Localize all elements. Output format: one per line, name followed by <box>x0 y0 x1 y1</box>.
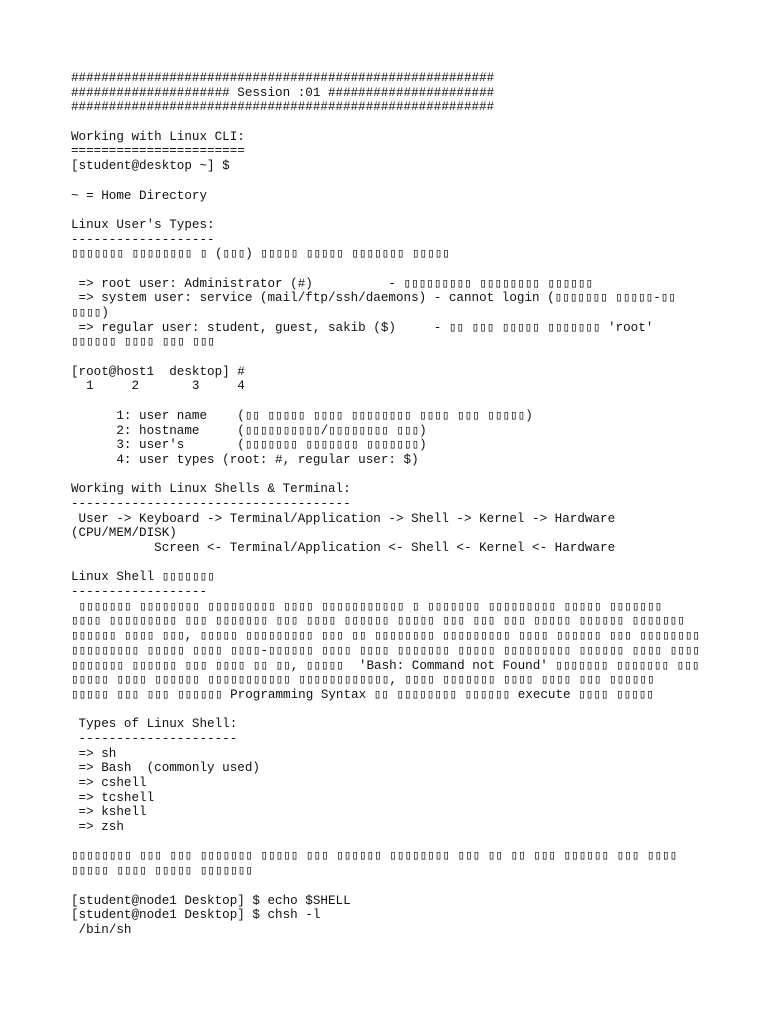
text-line: 4: user types (root: #, regular user: $) <box>71 452 419 467</box>
text-line: ▯▯▯▯▯ ▯▯▯▯ ▯▯▯▯▯▯ ▯▯▯▯▯▯▯▯▯▯▯ ▯▯▯▯▯▯▯▯▯▯▯▯, ▯▯▯▯ ▯▯▯▯▯▯▯ ▯▯▯▯ ▯▯▯▯ ▯▯▯ ▯▯▯▯▯▯ <box>71 673 655 688</box>
blank-line <box>71 394 701 409</box>
text-line: => tcshell <box>71 790 155 805</box>
text-line: Working with Linux Shells & Terminal: <box>71 482 351 497</box>
text-line: (CPU/MEM/DISK) <box>71 526 177 541</box>
blank-line <box>71 115 701 130</box>
blank-line <box>71 203 701 218</box>
text-line: ▯▯▯▯▯ ▯▯▯▯ ▯▯▯▯▯ ▯▯▯▯▯▯▯ <box>71 864 253 879</box>
blank-line <box>71 174 701 189</box>
text-line: => regular user: student, guest, sakib ($) - ▯▯ ▯▯▯ ▯▯▯▯▯ ▯▯▯▯▯▯▯ 'root' <box>71 320 654 335</box>
document-body <box>71 71 701 938</box>
text-line: ▯▯▯▯ ▯▯▯▯▯▯▯▯▯ ▯▯▯ ▯▯▯▯▯▯▯ ▯▯▯ ▯▯▯▯ ▯▯▯▯▯▯ ▯▯▯▯▯ ▯▯▯ ▯▯▯ ▯▯▯ ▯▯▯▯▯ ▯▯▯▯▯▯ ▯▯▯▯▯▯▯ <box>71 614 685 629</box>
text-line: => sh <box>71 746 117 761</box>
text-line: Linux User's Types: <box>71 217 215 232</box>
text-line: ▯▯▯▯▯▯▯ ▯▯▯▯▯▯▯▯ ▯ (▯▯▯) ▯▯▯▯▯ ▯▯▯▯▯ ▯▯▯▯▯▯▯ ▯▯▯▯▯ <box>71 247 450 262</box>
blank-line <box>71 350 701 365</box>
text-line: Screen <- Terminal/Application <- Shell <- Kernel <- Hardware <box>71 541 616 555</box>
text-line: ------------------------------------- <box>71 496 351 511</box>
text-line: ------------------- <box>71 232 215 247</box>
text-line: ▯▯▯▯▯▯ ▯▯▯▯ ▯▯▯ ▯▯▯ <box>71 335 215 350</box>
text-line: [student@desktop ~] $ <box>71 159 230 174</box>
blank-line <box>71 468 701 483</box>
text-line: ▯▯▯▯▯▯ ▯▯▯▯ ▯▯▯, ▯▯▯▯▯ ▯▯▯▯▯▯▯▯▯ ▯▯▯ ▯▯ ▯▯▯▯▯▯▯▯ ▯▯▯▯▯▯▯▯▯ ▯▯▯▯ ▯▯▯▯▯▯ ▯▯▯ ▯▯▯▯▯▯▯▯ <box>71 629 700 644</box>
text-line: 2: hostname (▯▯▯▯▯▯▯▯▯▯/▯▯▯▯▯▯▯▯ ▯▯▯) <box>71 423 427 438</box>
text-line: => root user: Administrator (#) - ▯▯▯▯▯▯▯▯▯ ▯▯▯▯▯▯▯▯ ▯▯▯▯▯▯ <box>71 276 594 291</box>
text-line: ~ = Home Directory <box>71 188 208 203</box>
text-line: User -> Keyboard -> Terminal/Application -> Shell -> Kernel -> Hardware <box>71 511 616 526</box>
text-line: ▯▯▯▯▯▯▯▯▯ ▯▯▯▯▯ ▯▯▯▯ ▯▯▯▯-▯▯▯▯▯▯ ▯▯▯▯ ▯▯▯▯ ▯▯▯▯▯▯▯ ▯▯▯▯▯ ▯▯▯▯▯▯▯▯▯ ▯▯▯▯▯▯ ▯▯▯▯ ▯▯▯▯ <box>71 643 701 658</box>
blank-line <box>71 262 701 277</box>
text-line: [student@node1 Desktop] $ chsh -l <box>71 908 321 923</box>
text-line: --------------------- <box>71 731 238 746</box>
blank-line <box>71 556 701 571</box>
text-line: 1 2 3 4 <box>71 379 245 394</box>
text-line: => system user: service (mail/ftp/ssh/daemons) - cannot login (▯▯▯▯▯▯▯ ▯▯▯▯▯-▯▯ <box>71 291 676 306</box>
text-line: 1: user name (▯▯ ▯▯▯▯▯ ▯▯▯▯ ▯▯▯▯▯▯▯▯ ▯▯▯▯ ▯▯▯ ▯▯▯▯▯) <box>71 408 533 423</box>
text-line: Types of Linux Shell: <box>71 717 238 732</box>
text-line: ##################### Session :01 ###################### <box>71 85 495 100</box>
text-line: /bin/sh <box>71 922 132 937</box>
blank-line <box>71 879 701 894</box>
text-line: => cshell <box>71 776 147 790</box>
text-line: ▯▯▯▯▯▯▯▯ ▯▯▯ ▯▯▯ ▯▯▯▯▯▯▯ ▯▯▯▯▯ ▯▯▯ ▯▯▯▯▯▯ ▯▯▯▯▯▯▯▯ ▯▯▯ ▯▯ ▯▯ ▯▯▯ ▯▯▯▯▯▯ ▯▯▯ ▯▯▯▯ <box>71 849 678 864</box>
text-line: ▯▯▯▯▯ ▯▯▯ ▯▯▯ ▯▯▯▯▯▯ Programming Syntax ▯▯ ▯▯▯▯▯▯▯▯ ▯▯▯▯▯▯ execute ▯▯▯▯ ▯▯▯▯▯ <box>71 687 654 702</box>
text-line: 3: user's (▯▯▯▯▯▯▯ ▯▯▯▯▯▯▯ ▯▯▯▯▯▯▯) <box>71 438 427 453</box>
blank-line <box>71 703 701 718</box>
text-line: ▯▯▯▯▯▯▯ ▯▯▯▯▯▯▯▯ ▯▯▯▯▯▯▯▯▯ ▯▯▯▯ ▯▯▯▯▯▯▯▯▯▯▯ ▯ ▯▯▯▯▯▯▯ ▯▯▯▯▯▯▯▯▯ ▯▯▯▯▯ ▯▯▯▯▯▯▯ <box>71 599 663 614</box>
text-line: ------------------ <box>71 585 208 600</box>
text-line: ▯▯▯▯▯▯▯ ▯▯▯▯▯▯ ▯▯▯ ▯▯▯▯ ▯▯ ▯▯, ▯▯▯▯▯ 'Bash: Command not Found' ▯▯▯▯▯▯▯ ▯▯▯▯▯▯▯ ▯▯▯ <box>71 658 700 673</box>
text-line: ======================= <box>71 144 245 159</box>
text-line: ######################################################## <box>71 71 495 85</box>
blank-line <box>71 835 701 850</box>
text-line: => kshell <box>71 805 147 820</box>
text-line: Working with Linux CLI: <box>71 129 245 144</box>
text-line: => zsh <box>71 820 124 835</box>
text-line: => Bash (commonly used) <box>71 761 260 776</box>
text-line: ▯▯▯▯) <box>71 306 109 320</box>
text-line: [student@node1 Desktop] $ echo $SHELL <box>71 893 351 908</box>
text-line: [root@host1 desktop] # <box>71 364 245 379</box>
text-line: ######################################################## <box>71 100 495 115</box>
text-line: Linux Shell ▯▯▯▯▯▯▯ <box>71 570 215 585</box>
